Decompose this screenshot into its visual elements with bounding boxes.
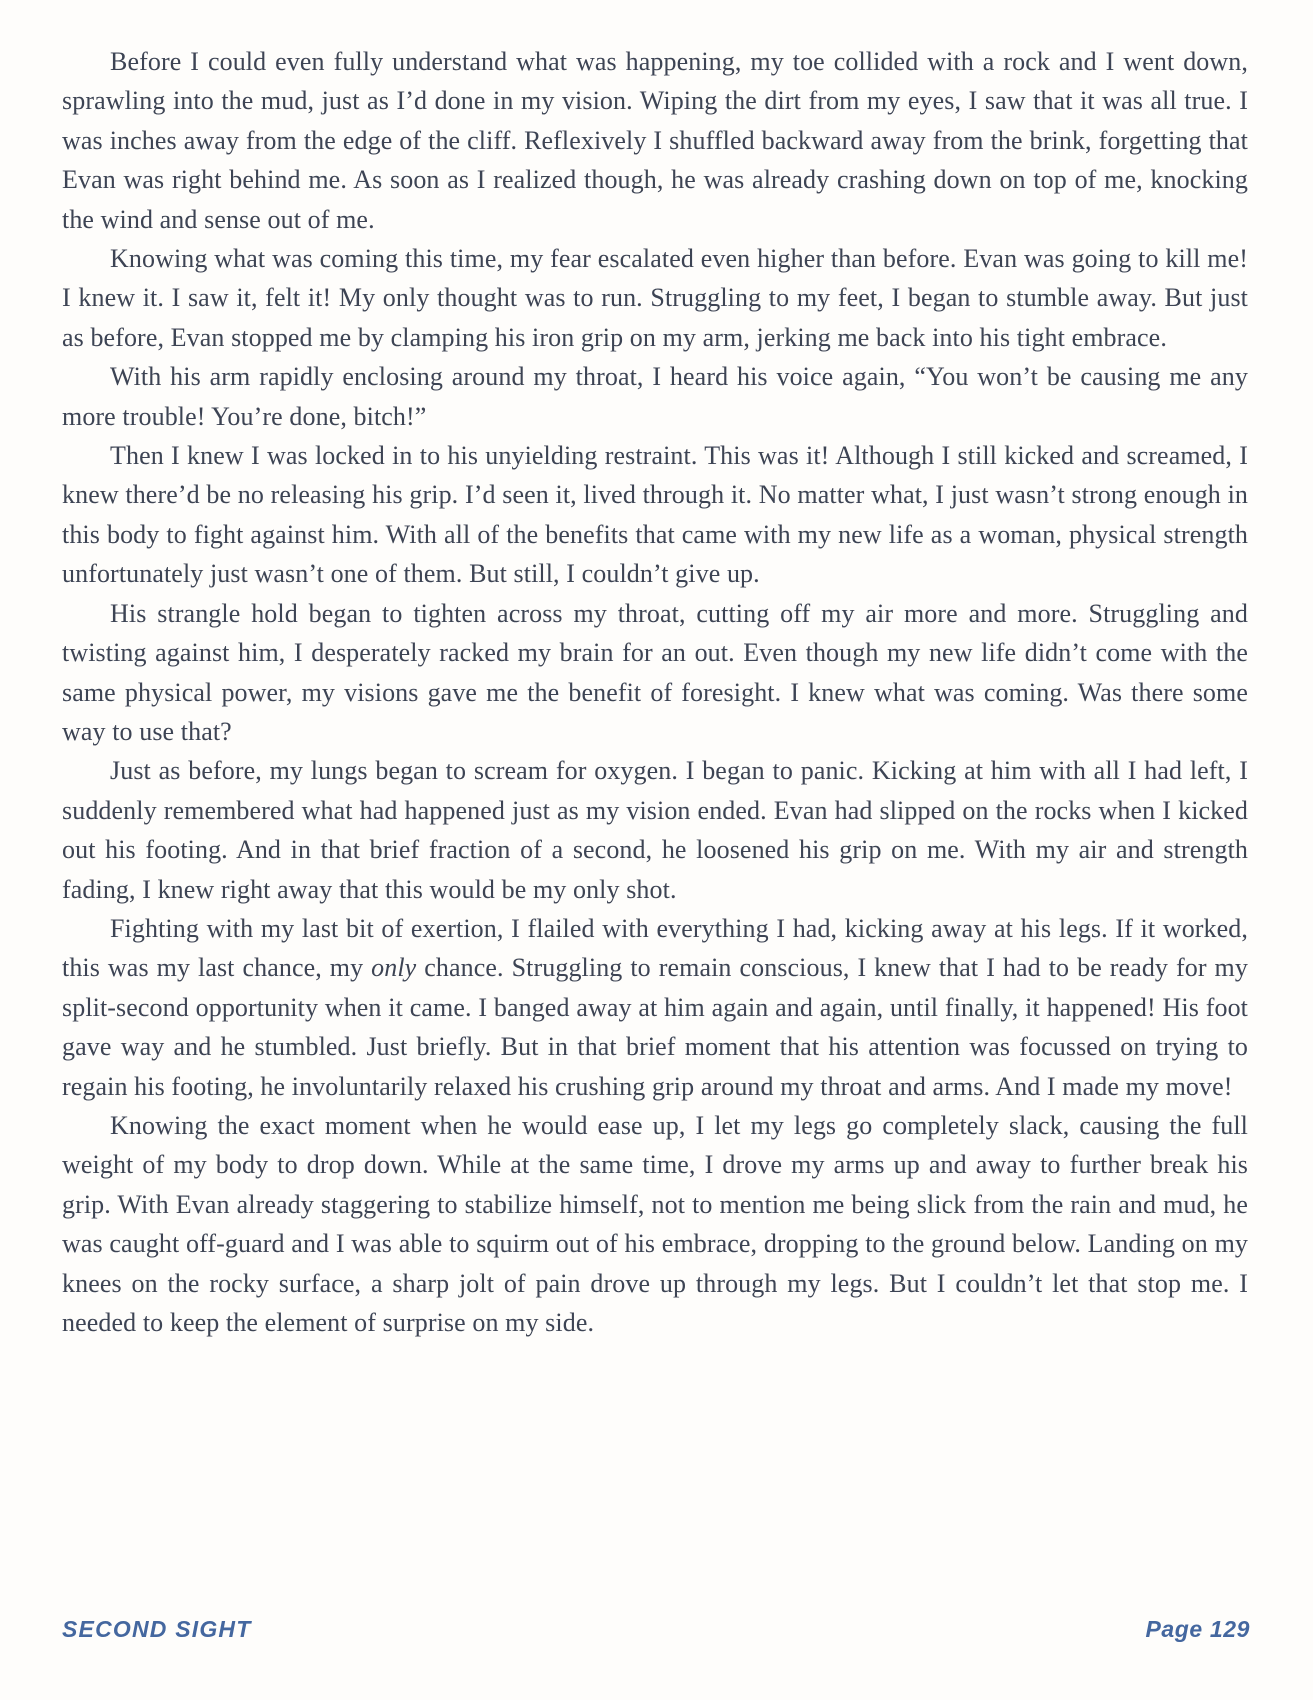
text-run: chance. Struggling to remain conscious, I knew that I had to be ready for my split-second opportunity when it came. I banged away at him again and again, until finally, it happened! His foot gave way and he stumbled. Just briefly. But in that brief moment that his attention was focussed on trying to regain his footing, he involuntarily relaxed his crushing grip around my throat and arms. And I made my move! (62, 953, 1248, 1101)
text-run: Knowing the exact moment when he would ease up, I let my legs go completely slack, causing the full weight of my body to drop down. While at the same time, I drove my arms up and away to further break his grip. With Evan already staggering to stabilize himself, not to mention me being slick from the rain and mud, he was caught off-guard and I was able to squirm out of his embrace, dropping to the ground below. Landing on my knees on the rocky surface, a sharp jolt of pain drove up through my legs. But I couldn’t let that stop me. I needed to keep the element of surprise on my side. (62, 1110, 1248, 1337)
paragraph (62, 751, 1248, 909)
footer-page-number: Page 129 (1145, 1616, 1250, 1642)
story-text (62, 42, 1248, 1342)
paragraph (62, 909, 1248, 1106)
paragraph (62, 239, 1248, 357)
paragraph (62, 42, 1248, 239)
text-run: Before I could even fully understand what was happening, my toe collided with a rock and I went down, sprawling into the mud, just as I’d done in my vision. Wiping the dirt from my eyes, I saw that it was all true. I was inches away from the edge of the cliff. Reflexively I shuffled backward away from the brink, forgetting that Evan was right behind me. As soon as I realized though, he was already crashing down on top of me, knocking the wind and sense out of me. (62, 47, 1248, 234)
text-run: His strangle hold began to tighten across my throat, cutting off my air more and more. Struggling and twisting against him, I desperately racked my brain for an out. Even though my new life didn’t come with the same physical power, my visions gave me the benefit of foresight. I knew what was coming. Was there some way to use that? (62, 598, 1248, 746)
italic-text-run: only (371, 953, 417, 983)
footer-book-title: SECOND SIGHT (62, 1616, 252, 1642)
text-run: Fighting with my last bit of exertion, I flailed with everything I had, kicking away at his legs. If it worked, this was my last chance, my (62, 913, 1248, 983)
paragraph (62, 357, 1248, 436)
text-run: Just as before, my lungs began to scream for oxygen. I began to panic. Kicking at him with all I had left, I suddenly remembered what had happened just as my vision ended. Evan had slipped on the rocks when I kicked out his footing. And in that brief fraction of a second, he loosened his grip on me. With my air and strength fading, I knew right away that this would be my only shot. (62, 756, 1248, 904)
text-run: Knowing what was coming this time, my fear escalated even higher than before. Evan was going to kill me! I knew it. I saw it, felt it! My only thought was to run. Struggling to my feet, I began to stumble away. But just as before, Evan stopped me by clamping his iron grip on my arm, jerking me back into his tight embrace. (62, 244, 1248, 352)
paragraph (62, 436, 1248, 594)
text-run: Then I knew I was locked in to his unyielding restraint. This was it! Although I still kicked and screamed, I knew there’d be no releasing his grip. I’d seen it, lived through it. No matter what, I just wasn’t strong enough in this body to fight against him. With all of the benefits that came with my new life as a woman, physical strength unfortunately just wasn’t one of them. But still, I couldn’t give up. (62, 441, 1248, 589)
paragraph (62, 594, 1248, 752)
page-footer (62, 1616, 1250, 1643)
text-run: With his arm rapidly enclosing around my throat, I heard his voice again, “You won’t be causing me any more trouble! You’re done, bitch!” (62, 362, 1248, 431)
paragraph (62, 1106, 1248, 1342)
